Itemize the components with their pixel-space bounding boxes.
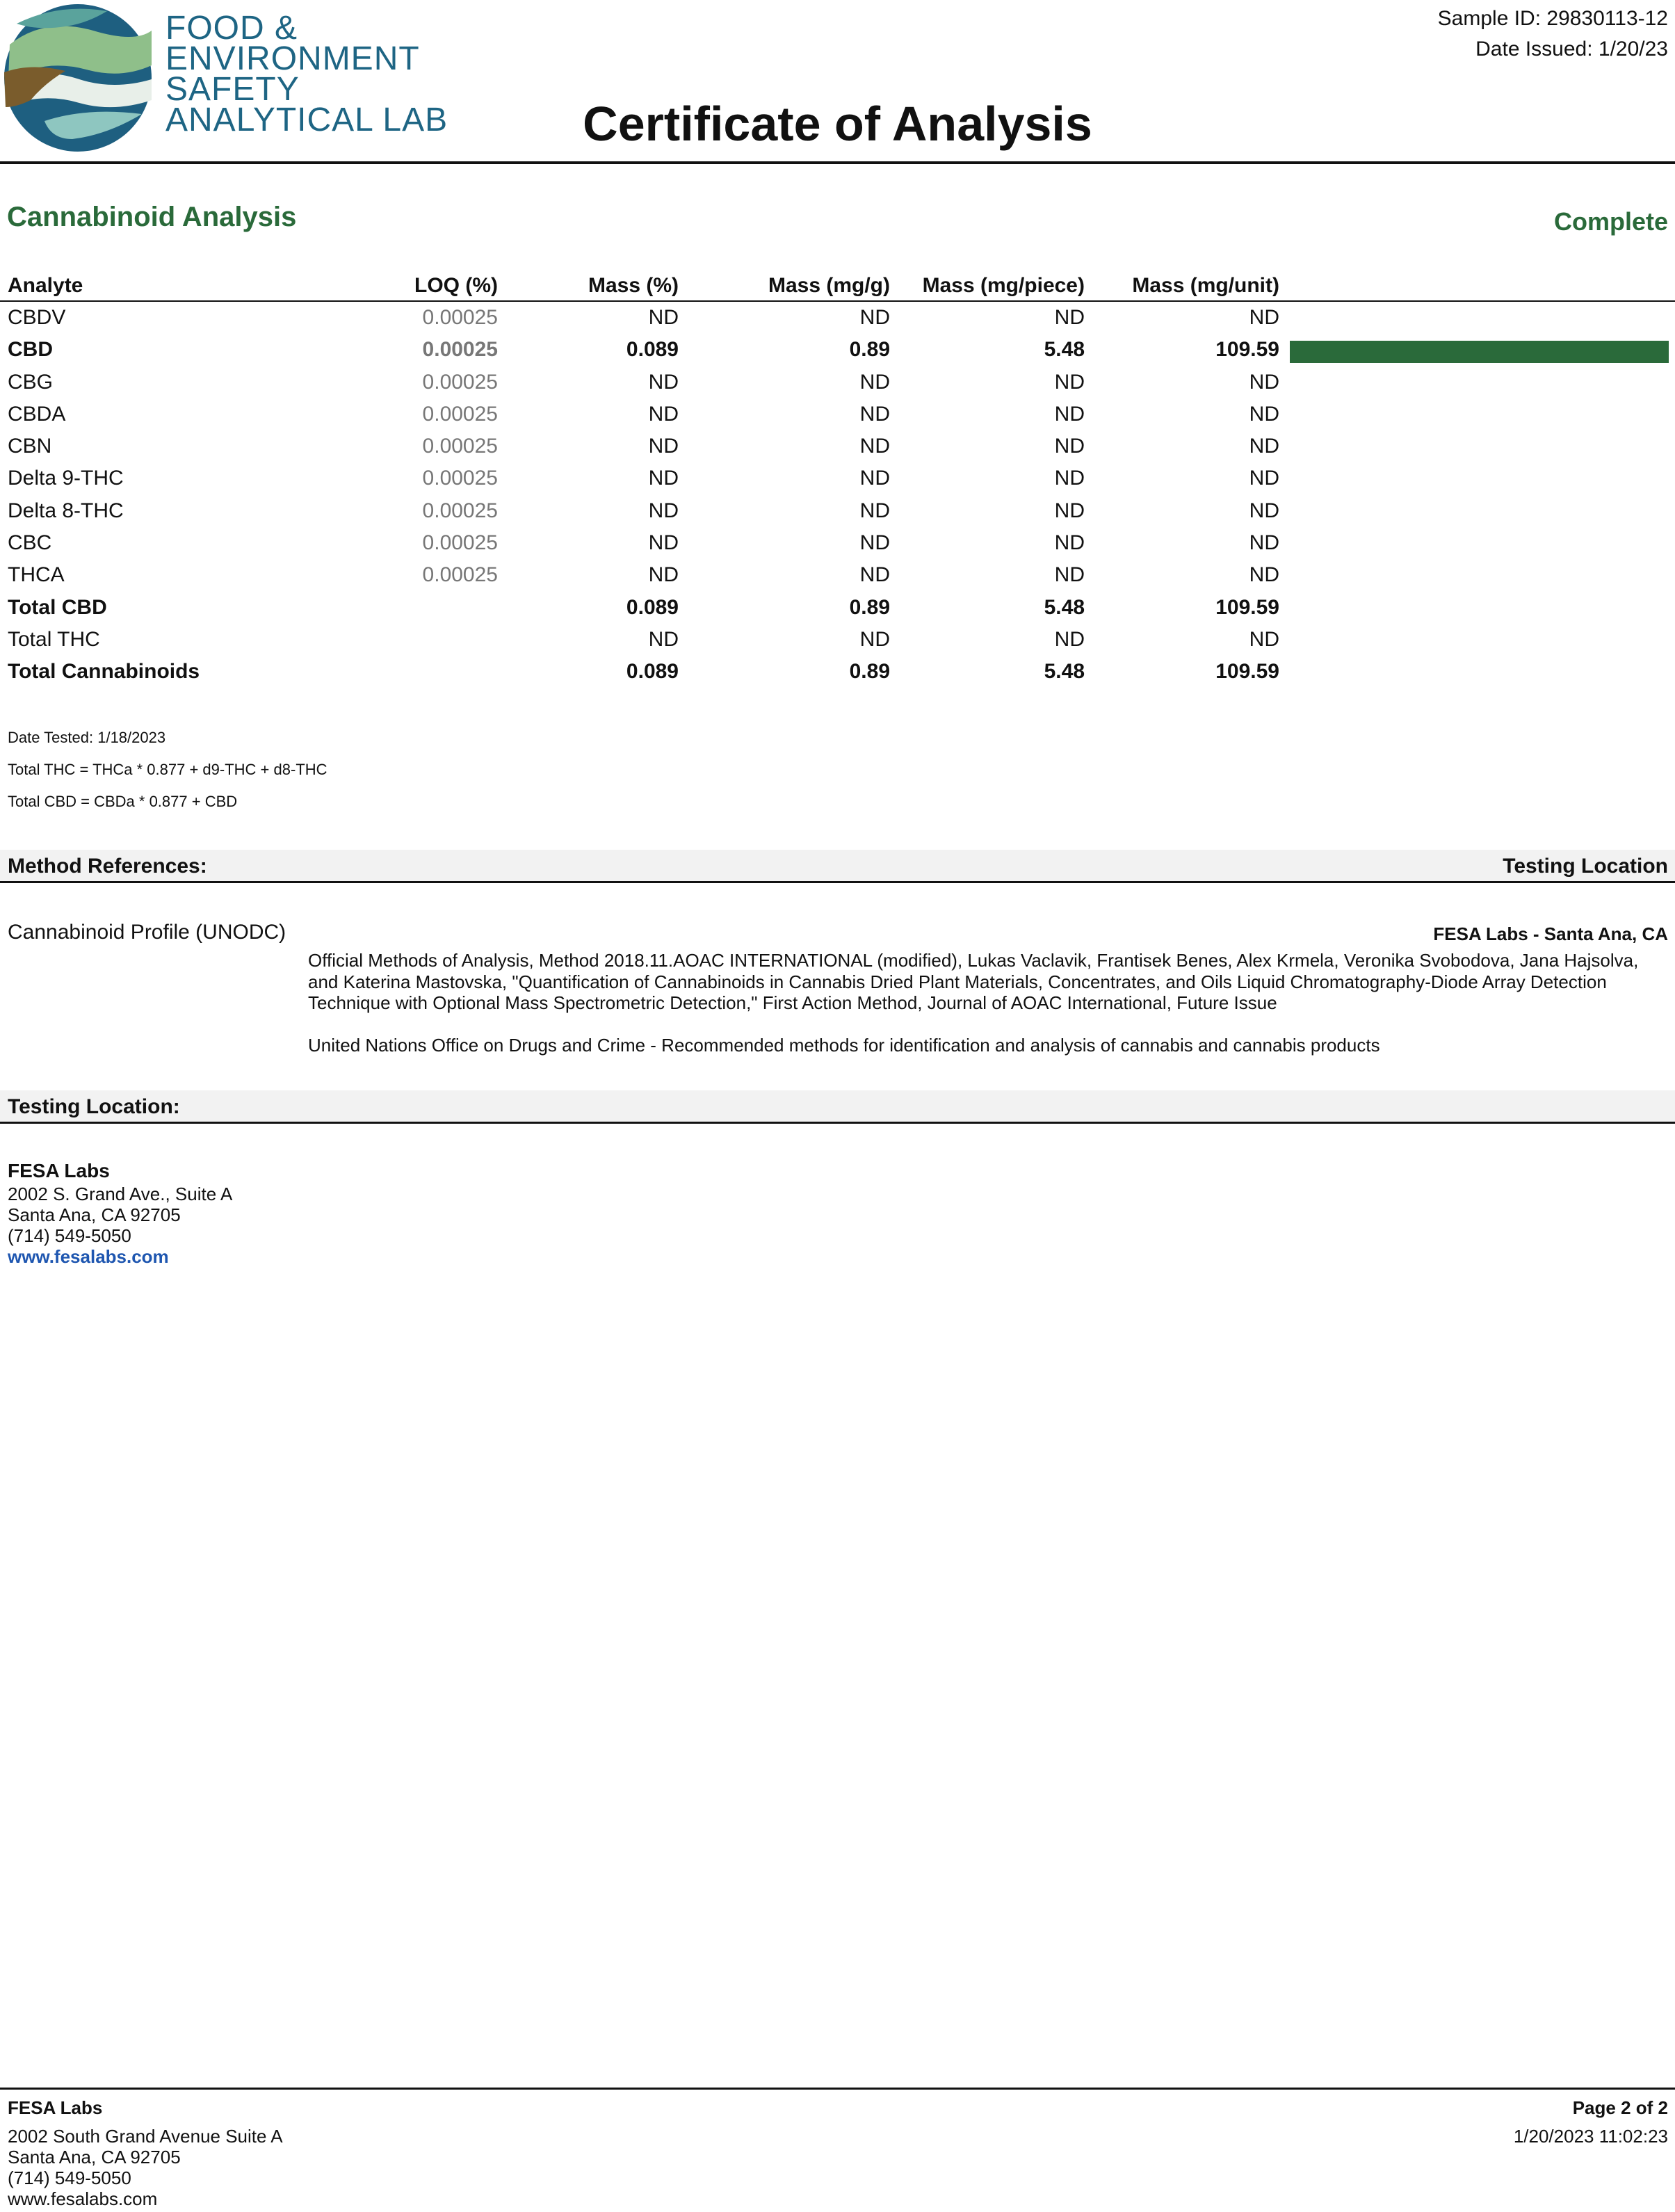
cell-mass-mg-piece: ND [1054,531,1085,555]
cell-analyte: CBD [8,338,53,362]
logo-text-line: ENVIRONMENT [165,40,420,77]
cell-mass-percent: ND [648,370,679,394]
total-thc-formula: Total THC = THCa * 0.877 + d9-THC + d8-THC [8,761,327,778]
cell-mass-mg-piece: 5.48 [1044,660,1085,684]
cell-mass-mg-g: 0.89 [849,338,890,362]
location-address-line: Santa Ana, CA 92705 [8,1204,181,1225]
table-row [0,462,1675,494]
cell-mass-mg-piece: ND [1054,499,1085,522]
column-header-mass-mg-unit: Mass (mg/unit) [1132,274,1279,297]
cell-mass-mg-g: ND [859,306,890,329]
testing-location-column-heading: Testing Location [1503,855,1668,878]
cell-mass-percent: ND [648,499,679,522]
footer-timestamp: 1/20/2023 11:02:23 [1513,2126,1668,2147]
cell-loq: 0.00025 [422,306,498,329]
cell-analyte: Total THC [8,627,100,651]
column-header-loq: LOQ (%) [414,274,498,297]
header-divider [0,161,1675,164]
table-row [0,366,1675,398]
cell-analyte: CBDV [8,306,66,329]
cell-mass-mg-g: ND [859,467,890,490]
testing-location-band [0,1090,1675,1124]
method-location: FESA Labs - Santa Ana, CA [1433,923,1668,944]
table-row [0,592,1675,624]
cell-mass-mg-piece: 5.48 [1044,595,1085,619]
cell-analyte: CBG [8,370,54,394]
table-row [0,398,1675,430]
cell-mass-mg-unit: ND [1249,306,1279,329]
table-body [0,302,1675,688]
location-name: FESA Labs [8,1160,110,1181]
section-title: Cannabinoid Analysis [7,202,297,232]
cell-loq: 0.00025 [422,563,498,587]
cell-mass-mg-unit: 109.59 [1215,660,1279,684]
footer-lab-name: FESA Labs [8,2097,103,2118]
page-number: Page 2 of 2 [1572,2097,1668,2118]
table-header-row [0,268,1675,302]
footer-divider [0,2088,1675,2090]
cell-mass-mg-piece: ND [1054,563,1085,587]
column-header-mass-mg-g: Mass (mg/g) [768,274,890,297]
cell-loq: 0.00025 [422,338,498,362]
cell-mass-percent: 0.089 [626,338,679,362]
cell-analyte: CBN [8,435,52,458]
date-issued: Date Issued: 1/20/23 [1475,38,1668,60]
document-title: Certificate of Analysis [583,97,1092,151]
column-header-mass-percent: Mass (%) [588,274,679,297]
cell-mass-mg-piece: ND [1054,467,1085,490]
cell-mass-mg-piece: 5.48 [1044,338,1085,362]
method-references-heading: Method References: [8,855,207,878]
cell-mass-mg-unit: ND [1249,467,1279,490]
footer-address-line: 2002 South Grand Avenue Suite A [8,2126,283,2147]
table-row [0,495,1675,527]
footer-address-line: Santa Ana, CA 92705 [8,2147,181,2167]
cell-loq: 0.00025 [422,402,498,426]
cell-analyte: Total Cannabinoids [8,660,200,684]
logo-text-line: FOOD & [165,10,298,47]
table-row [0,559,1675,591]
cell-mass-mg-unit: ND [1249,531,1279,555]
cell-analyte: CBDA [8,402,66,426]
location-website-link[interactable]: www.fesalabs.com [8,1246,169,1267]
cell-mass-mg-piece: ND [1054,435,1085,458]
method-references-band [0,850,1675,883]
cell-mass-percent: ND [648,467,679,490]
cannabinoid-table [0,268,1675,688]
cell-mass-mg-g: ND [859,402,890,426]
table-row [0,334,1675,366]
footer-website[interactable]: www.fesalabs.com [8,2188,158,2209]
cell-loq: 0.00025 [422,499,498,522]
cell-mass-mg-g: ND [859,435,890,458]
cell-mass-mg-g: ND [859,627,890,651]
method-name: Cannabinoid Profile (UNODC) [8,921,286,944]
cell-mass-mg-unit: 109.59 [1215,595,1279,619]
total-cbd-formula: Total CBD = CBDa * 0.877 + CBD [8,793,238,810]
testing-location-heading: Testing Location: [8,1095,180,1118]
date-tested: Date Tested: 1/18/2023 [8,729,166,746]
cell-loq: 0.00025 [422,531,498,555]
cell-mass-percent: ND [648,306,679,329]
cell-mass-mg-g: ND [859,563,890,587]
cell-mass-mg-g: 0.89 [849,660,890,684]
cell-mass-percent: ND [648,563,679,587]
cell-mass-mg-unit: 109.59 [1215,338,1279,362]
footer-phone: (714) 549-5050 [8,2167,131,2188]
cell-mass-percent: 0.089 [626,595,679,619]
cell-mass-mg-g: 0.89 [849,595,890,619]
cell-analyte: CBC [8,531,52,555]
cell-mass-mg-piece: ND [1054,370,1085,394]
cell-mass-mg-unit: ND [1249,402,1279,426]
table-row [0,430,1675,462]
result-bar-fill [1290,341,1669,363]
cell-mass-mg-unit: ND [1249,435,1279,458]
cell-mass-mg-g: ND [859,370,890,394]
cell-mass-mg-unit: ND [1249,370,1279,394]
cell-mass-percent: ND [648,435,679,458]
location-address-line: 2002 S. Grand Ave., Suite A [8,1184,233,1204]
table-row [0,624,1675,656]
logo-text-line: SAFETY [165,71,300,108]
column-header-mass-mg-piece: Mass (mg/piece) [922,274,1085,297]
sample-id: Sample ID: 29830113-12 [1437,7,1668,30]
cell-loq: 0.00025 [422,435,498,458]
table-row [0,527,1675,559]
cell-mass-mg-g: ND [859,531,890,555]
cell-analyte: Delta 8-THC [8,499,124,522]
status-badge: Complete [1553,207,1668,236]
cell-mass-mg-g: ND [859,499,890,522]
cell-loq: 0.00025 [422,467,498,490]
cell-analyte: Total CBD [8,595,107,619]
cell-mass-mg-piece: ND [1054,306,1085,329]
cell-analyte: THCA [8,563,65,587]
cell-mass-mg-piece: ND [1054,627,1085,651]
result-bar-track [1290,341,1669,363]
cell-mass-mg-piece: ND [1054,402,1085,426]
cell-mass-percent: ND [648,402,679,426]
cell-mass-percent: 0.089 [626,660,679,684]
location-phone: (714) 549-5050 [8,1225,131,1246]
cell-mass-mg-unit: ND [1249,627,1279,651]
column-header-analyte: Analyte [8,274,83,297]
table-row [0,656,1675,688]
cell-mass-mg-unit: ND [1249,499,1279,522]
table-row [0,302,1675,334]
logo-text-line: ANALYTICAL LAB [165,102,448,138]
cell-mass-mg-unit: ND [1249,563,1279,587]
cell-analyte: Delta 9-THC [8,467,124,490]
method-reference-text: Official Methods of Analysis, Method 2018.11.AOAC INTERNATIONAL (modified), Lukas Vaclavik, Frantisek Benes, Alex Krmela, Veronika Svobodova, Jana Hajsolva, and Katerina Mastovska, "Quantification of Cannabinoids in Cannabis Dried Plant Materials, Concentrates, and Oils Liquid Chromatography-Diode Array Detection Technique with Optional Mass Spectrometric Detection," First Action Method, Journal of AOAC International, Future Issue [308,950,1639,1013]
cell-loq: 0.00025 [422,370,498,394]
cell-mass-percent: ND [648,531,679,555]
method-reference-text: United Nations Office on Drugs and Crime - Recommended methods for identification and analysis of cannabis and cannabis products [308,1035,1380,1056]
cell-mass-percent: ND [648,627,679,651]
